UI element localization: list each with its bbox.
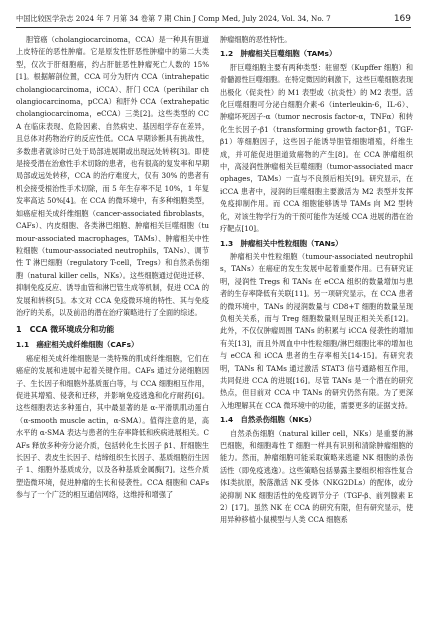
tam-paragraph: 肝巨噬细胞主要有两种类型：驻留型（Kupffer 细胞）和骨髓源性巨噬细胞。在特定微因的刺激下，这些巨噬细胞表现出极化（促炎性）的 M1 表型或（抗炎性）的 M2 表型。活化巨噬细胞可分泌白细胞介素-6（interleukin-6，IL-6）、肿瘤坏死因子-α（tumor necrosis factor-α，TNFα）和转化生长因子-β1（transforming growth factor-β1，TGF-β1）等细胞因子，这些因子能诱导胆管细胞增殖，纤维生成，并可能促进胆道致癌物的产生[8]。在 CCA 肿瘤组织中，高浸润性肿瘤相关巨噬细胞（tumor-associated macrophages，TAMs）一直与不良预后相关[9]。研究显示，在 iCCA 患者中，浸润的巨噬细胞主要激活为 M2 表型并发挥免疫抑制作用。而 CCA 细胞能够诱导 TAMs 向 M2 型转化，对该生物学行为的干预可能作为延缓 CCA 进展的潜在治疗靶点[10]。	[220, 62, 413, 234]
header-rule	[16, 27, 411, 28]
running-header	[16, 12, 411, 26]
section-heading: 1 CCA 微环境成分和功能	[16, 325, 115, 335]
tan-paragraph: 肿瘤相关中性粒细胞（tumour-associated neutrophils，TANs）在癌症的发生发展中起着重要作用。已有研究证明，浸润性 Tregs 和 TANs 在 eCCA 组织的数量增加与患者的生存率降低有关联[11]。另一项研究显示，在 CCA 患者的微环境中，TANs 的浸润数量与 CD8+T 细胞的数量呈现负相关关系，而与 Treg 细胞数量则呈现正相关关系[12]。此外，不仅仅肿瘤周围 TANs 的积累与 iCCA 侵袭性的增加有关[13]，而且外周血中中性粒细胞/淋巴细胞比率的增加也与 eCCA 和 iCCA 患者的生存率相关[14-15]。有研究表明，TANs 和 TAMs 通过激活 STAT3 信号通路相互作用，共同促进 CCA 的进展[16]。尽管 TANs 是一个潜在的研究热点，但目前对 CCA 中 TANs 的研究仍然有限。为了更深入地理解其在 CCA 微环境中的功能，需要更多的证据支持。	[220, 251, 413, 410]
continued-paragraph: 肿瘤细胞的恶性特性。	[220, 35, 292, 44]
subsection-heading-tan: 1.3 肿瘤相关中性粒细胞（TANs）	[220, 238, 343, 248]
caf-paragraph: 癌症相关成纤维细胞是一类特殊的肌成纤维细胞，它们在癌症的发展和进展中起着关键作用。CAFs 通过分泌细胞因子、生长因子和细胞外基质蛋白等，与 CCA 细胞相互作用，促进其增殖、侵袭和迁移，并影响免疫逃逸和化疗耐药[6]。这些细胞表达多种蛋白，其中最显著的是 α-平滑肌肌动蛋白（α-smooth muscle actin，α-SMA）。值得注意的是，高水平的 α-SMA 表达与患者的生存率降低和疾病进展相关。CAFs 释放多种旁分泌介质，包括转化生长因子 β1、肝细胞生长因子、表皮生长因子、结缔组织生长因子、基质细胞衍生因子 1、细胞外基质成分，以及各种基质金属酶[7]。这些介质塑造微环境，促进肿瘤的生长和侵袭性。CCA 细胞和 CAFs 参与了一个广泛的相互通信网络，这维持和增强了	[16, 353, 209, 500]
subsection-heading-caf: 1.1 癌症相关成纤维细胞（CAFs）	[16, 340, 139, 350]
page-number: 169	[393, 14, 411, 24]
journal-citation: 中国比较医学杂志 2024 年 7 月第 34 卷第 7 期 Chin J Comp Med, July 2024, Vol. 34, No. 7	[16, 14, 331, 23]
subsection-heading-tam: 1.2 肿瘤相关巨噬细胞（TAMs）	[220, 49, 337, 59]
subsection-heading-nk: 1.4 自然杀伤细胞（NKs）	[220, 415, 316, 425]
intro-paragraph: 胆管癌（cholangiocarcinoma，CCA）是一种具有胆道上皮特征的恶性肿瘤。它是原发性肝恶性肿瘤中的第二大类型，仅次于肝细胞癌，约占肝脏恶性肿瘤死亡人数的 15%[1]。根据解剖位置，CCA 可分为肝内 CCA（intrahepatic cholangiocarcinoma，iCCA）、肝门 CCA（perihilar cholangiocarcinoma，pCCA）和肝外 CCA（extrahepatic cholangiocarcinoma，eCCA）三类[2]。这些类型的 CCA 在临床表现、危险因素、自然病史、基因组学存在差异，且总体对药物治疗的反应性低。CCA 早期诊断具有挑战性，多数患者就诊时已处于局部进展期或出现远处转移[3]。即使是接受潜在治愈性手术切除的患者，也有很高的复发率和早期局部或远处转移，CCA 的治疗难度大，仅有 30% 的患者有机会接受根治性手术切除，而 5 年生存率不足 10%，1 年复发率高达 50%[4]。在 CCA 的微环境中，有多种细胞类型，如癌症相关成纤维细胞（cancer-associated fibroblasts，CAFs）、内皮细胞、各类淋巴细胞、肿瘤相关巨噬细胞（tumour-associated macrophages，TAMs）、肿瘤相关中性粒细胞（tumour-associated neutrophils，TANs）、调节性 T 淋巴细胞（regulatory T-cell，Tregs）和自然杀伤细胞（natural killer cells，NKs）。这些细胞通过促进迁移、抑制免疫反应、诱导血管和淋巴管生成等机制，促进 CCA 的发展和转移[5]。本文对 CCA 免疫微环境的特性、其与免疫治疗的关系，以及前沿的潜在治疗策略进行了全面的综述。	[16, 35, 209, 317]
right-column	[220, 34, 413, 619]
left-column	[16, 34, 209, 619]
nk-paragraph: 自然杀伤细胞（natural killer cell，NKs）是重要的淋巴细胞，和细胞毒性 T 细胞一样具有识别和清除肿瘤细胞的能力。然而，肿瘤细胞可能采取策略来逃避 NK 细胞的杀伤活性（即免疫逃逸）。这些策略包括暴露主要组织相容性复合体Ⅰ类抗原，脱落激活 NK 受体（NKG2DLs）的配体，或分泌抑制 NK 细胞活性的免疫调节分子（TGF-β、前列腺素 E2）[17]。虽然 NK 在 CCA 的研究有限，但有研究显示，使用异种移植小鼠模型与人类 CCA 细胞系	[220, 428, 413, 525]
